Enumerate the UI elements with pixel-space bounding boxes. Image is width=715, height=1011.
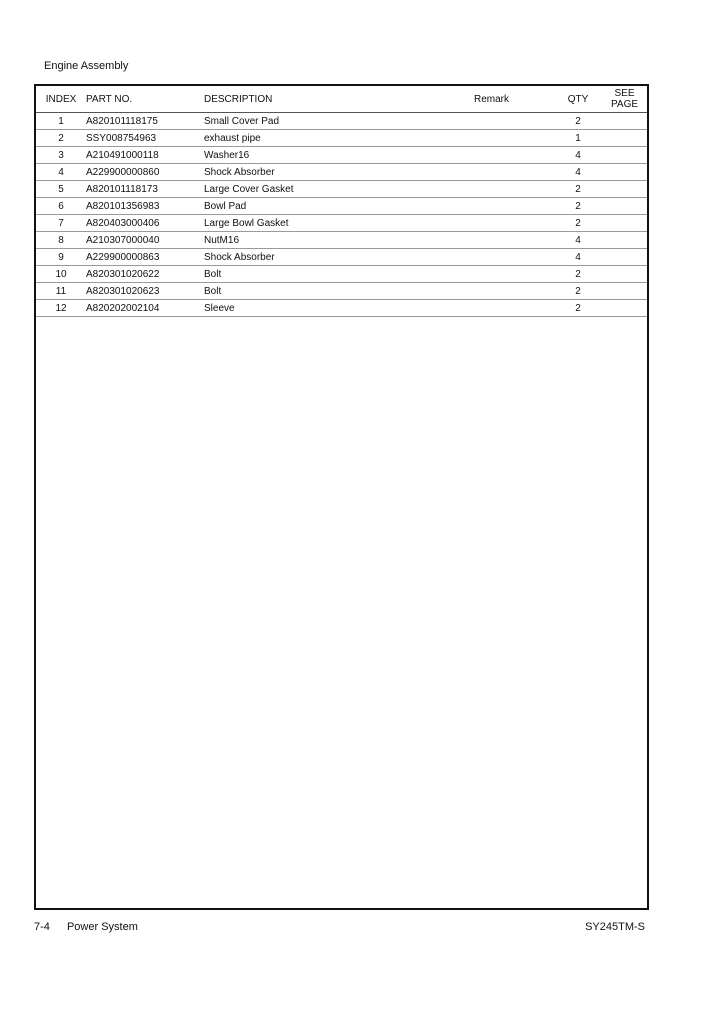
cell-see-page [602,215,647,232]
table-row [36,164,647,181]
cell-see-page [602,164,647,181]
section-title: Engine Assembly [44,60,129,72]
cell-index: 9 [36,249,86,266]
cell-index: 4 [36,164,86,181]
table-row [36,198,647,215]
header-see-page [602,86,647,113]
cell-index: 1 [36,113,86,130]
cell-index: 10 [36,266,86,283]
header-see-page-line1: SEE [614,88,635,99]
header-description: DESCRIPTION [204,86,474,113]
cell-remark [474,300,554,317]
cell-qty: 4 [554,249,602,266]
cell-remark [474,198,554,215]
cell-part-no: A820301020623 [86,283,204,300]
cell-qty: 2 [554,283,602,300]
cell-part-no: A820301020622 [86,266,204,283]
cell-remark [474,283,554,300]
table-row [36,181,647,198]
cell-part-no: A820403000406 [86,215,204,232]
cell-remark [474,130,554,147]
cell-qty: 2 [554,198,602,215]
page-number: 7-4 [34,921,50,933]
cell-part-no: A820101118173 [86,181,204,198]
cell-description: Sleeve [204,300,474,317]
cell-index: 5 [36,181,86,198]
cell-description: Bolt [204,266,474,283]
cell-remark [474,164,554,181]
cell-description: NutM16 [204,232,474,249]
cell-part-no: A229900000863 [86,249,204,266]
table-row [36,147,647,164]
cell-part-no: A229900000860 [86,164,204,181]
cell-description: Small Cover Pad [204,113,474,130]
parts-list-frame [34,84,649,910]
cell-description: exhaust pipe [204,130,474,147]
cell-see-page [602,300,647,317]
cell-qty: 2 [554,113,602,130]
table-row [36,113,647,130]
cell-qty: 4 [554,147,602,164]
cell-index: 11 [36,283,86,300]
cell-description: Bowl Pad [204,198,474,215]
footer-left [34,921,138,933]
cell-description: Large Cover Gasket [204,181,474,198]
header-index: INDEX [36,86,86,113]
table-row [36,249,647,266]
cell-qty: 1 [554,130,602,147]
chapter-title: Power System [66,921,138,933]
cell-remark [474,249,554,266]
model-code: SY245TM-S [585,921,645,933]
header-part-no: PART NO. [86,86,204,113]
cell-index: 12 [36,300,86,317]
cell-see-page [602,113,647,130]
parts-table-body [36,113,647,317]
cell-see-page [602,130,647,147]
cell-description: Shock Absorber [204,164,474,181]
cell-qty: 2 [554,266,602,283]
cell-description: Washer16 [204,147,474,164]
table-row [36,130,647,147]
cell-index: 7 [36,215,86,232]
header-qty: QTY [554,86,602,113]
cell-remark [474,215,554,232]
header-see-page-line2: PAGE [610,99,639,110]
cell-qty: 2 [554,181,602,198]
cell-remark [474,266,554,283]
cell-part-no: A820101118175 [86,113,204,130]
cell-see-page [602,266,647,283]
cell-see-page [602,147,647,164]
cell-index: 8 [36,232,86,249]
cell-qty: 2 [554,300,602,317]
cell-part-no: A210491000118 [86,147,204,164]
cell-part-no: A820202002104 [86,300,204,317]
table-header-row [36,86,647,113]
table-row [36,266,647,283]
cell-remark [474,113,554,130]
cell-description: Large Bowl Gasket [204,215,474,232]
cell-see-page [602,249,647,266]
cell-see-page [602,232,647,249]
cell-see-page [602,198,647,215]
cell-index: 2 [36,130,86,147]
cell-qty: 4 [554,232,602,249]
cell-remark [474,181,554,198]
cell-part-no: SSY008754963 [86,130,204,147]
cell-remark [474,147,554,164]
cell-part-no: A210307000040 [86,232,204,249]
header-remark: Remark [474,86,554,113]
cell-remark [474,232,554,249]
cell-see-page [602,283,647,300]
cell-description: Shock Absorber [204,249,474,266]
cell-qty: 4 [554,164,602,181]
cell-see-page [602,181,647,198]
cell-description: Bolt [204,283,474,300]
table-row [36,283,647,300]
table-row [36,300,647,317]
parts-table [36,86,647,317]
cell-index: 6 [36,198,86,215]
table-row [36,232,647,249]
cell-qty: 2 [554,215,602,232]
table-row [36,215,647,232]
cell-part-no: A820101356983 [86,198,204,215]
cell-index: 3 [36,147,86,164]
